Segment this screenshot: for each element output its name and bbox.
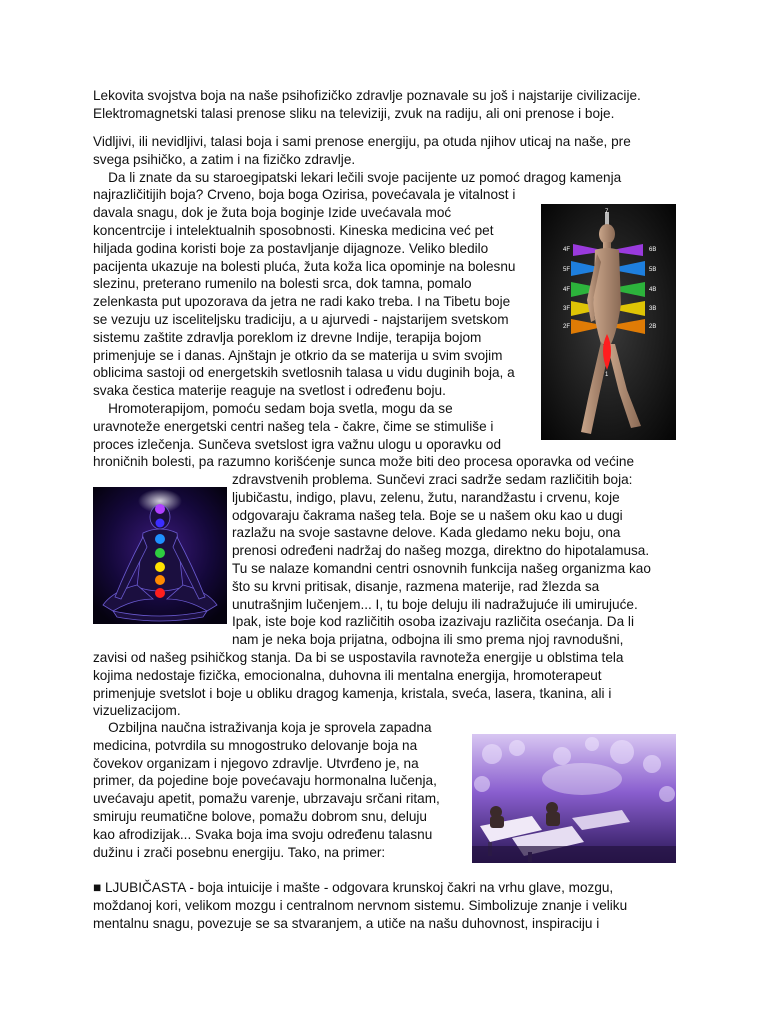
spa-room-svg xyxy=(472,734,676,863)
text-line: smiruju reumatične bolove, pomažu dobrom snu, deluju xyxy=(93,808,427,824)
text-line: Elektromagnetski talasi prenose sliku na televiziji, zvuk na radiju, ali oni prenose i boje. xyxy=(93,105,615,121)
text-line: oblicima sastoji od energetskih svetlosnih talasa u vidu duginih boja, a xyxy=(93,365,515,381)
text-line: svaka čestica materije reaguje na svetlost i određenu boju. xyxy=(93,383,446,399)
meditation-chakra-svg xyxy=(93,487,227,624)
text-line: unutrašnjim lučenjem... I, tu boje deluju ili nadražujuće ili umirujuće. xyxy=(232,596,638,612)
paragraph-sunlight xyxy=(232,471,682,649)
text-line: moždanoj kori, velikom mozgu i centralnom nervnom sistemu. Simbolizuje znanje i veliku xyxy=(93,897,628,913)
text-line: zdravstvenih problema. Sunčevi zraci sadrže sedam različitih boja: xyxy=(232,472,633,487)
label-bottom: 1 xyxy=(605,372,609,378)
label-right: 2B xyxy=(649,324,657,330)
paragraph-violet xyxy=(93,879,683,932)
text-line: uvećavaju apetit, pomažu varenje, ubrzavaju srčani ritam, xyxy=(93,791,440,807)
text-line: Da li znate da su staroegipatski lekari lečili svoje pacijente uz pomoć dragog kamenja xyxy=(93,169,622,185)
label-left: 5F xyxy=(563,267,571,273)
text-line: nam je neka boja prijatna, odbojna ili smo prema njoj ravnodušni, xyxy=(232,632,624,648)
walking-chakra-svg xyxy=(541,204,676,440)
text-line: uravnoteže energetski centri našeg tela - čakre, čime se stimuliše i xyxy=(93,418,494,434)
text-line: zelenkasta put upozorava da jetra ne radi kako treba. I na Tibetu boje xyxy=(93,294,511,310)
paragraph-balance xyxy=(93,649,683,720)
label-top: 7 xyxy=(605,209,609,215)
text-line: primer, da pojedine boje povećavaju hormonalna lučenja, xyxy=(93,773,437,789)
text-line: mentalnu snagu, povezuje se sa stvaranjem, a utiče na našu duhovnost, inspiraciju i xyxy=(93,915,600,931)
walking-chakra-image xyxy=(541,204,676,440)
text-line: pacijenta ukazuje na bolesti pluća, žuta koža lica opominje na bolesnu xyxy=(93,258,516,274)
label-left: 2F xyxy=(563,324,571,330)
meditation-chakra-image xyxy=(93,487,227,624)
label-right: 5B xyxy=(649,267,657,273)
text-line: Ozbiljna naučna istraživanja koja je sprovela zapadna xyxy=(93,720,432,735)
text-line: kao afrodizijak... Svaka boja ima svoju određenu talasnu xyxy=(93,826,433,842)
label-left: 4F xyxy=(563,287,571,293)
text-line: Vidljivi, ili nevidljivi, talasi boja i sami prenose energiju, pa otuda njihov uticaj na naše, pre xyxy=(93,134,631,149)
text-line: kojima nedostaje fizička, emocionalna, duhovna ili mentalna energija, hromoterapeut xyxy=(93,667,602,683)
text-line: Hromoterapijom, pomoću sedam boja svetla, mogu da se xyxy=(93,400,453,416)
text-line: koncentrcije i intelektualnih sposobnosti. Kineska medicina već pet xyxy=(93,222,494,238)
label-right: 4B xyxy=(649,287,657,293)
paragraph-research xyxy=(93,719,463,861)
text-line: zavisi od našeg psihičkog stanja. Da bi se uspostavila ravnoteža energije u oblstima tela xyxy=(93,650,624,665)
text-line: se vezuju uz isceliteljsku tradiciju, a u ajurvedi - najstarijem svetskom xyxy=(93,311,509,327)
text-line: proces izlečenja. Sunčeva svetslost igra važnu ulogu u oporavku od xyxy=(93,436,502,452)
text-line: svega psihičko, a zatim i na fizičko zdravlje. xyxy=(93,151,356,167)
text-line: ljubičastu, indigo, plavu, zelenu, žutu, narandžastu i crvenu, koje xyxy=(232,489,620,505)
text-line: dužinu i zrači posebnu energiju. Tako, na primer: xyxy=(93,844,386,860)
text-line: davala snagu, dok je žuta boja boginje Izide uvećavala moć xyxy=(93,205,452,221)
text-line: medicina, potvrdila su mnogostruko delovanje boja na xyxy=(93,737,418,753)
label-left: 3F xyxy=(563,306,571,312)
text-line: razlažu na svoje sastavne delove. Kada gledamo neku boju, ona xyxy=(232,525,621,541)
text-line: hiljada godina koristi boje za postavljanje dijagnoze. Veliko bledilo xyxy=(93,240,489,256)
text-line: Ipak, iste boje kod različitih osoba izazivaju različita osećanja. Da li xyxy=(232,614,634,630)
label-right: 6B xyxy=(649,247,657,253)
text-line: slezinu, preterano rumenilo na bolesti srca, dok tamna, pomalo xyxy=(93,276,472,292)
text-line: ■ LJUBIČASTA - boja intuicije i mašte - odgovara krunskoj čakri na vrhu glave, mozgu, xyxy=(93,880,614,895)
text-line: Lekovita svojstva boja na naše psihofizičko zdravlje poznavale su još i najstarije civilizacije. xyxy=(93,88,641,103)
text-line: primenjuje se i danas. Ajnštajn je otkrio da se materija u svim svojim xyxy=(93,347,503,363)
text-line: vizuelizacijom. xyxy=(93,703,181,719)
text-line: najrazličitijih boja? Crveno, boja boga Ozirisa, povećavala je vitalnost i xyxy=(93,187,516,203)
text-line: sistemu zaštite zdravlja poreklom iz drevne Indije, terapija bojom xyxy=(93,329,482,345)
spa-room-photo xyxy=(472,734,676,863)
text-line: primenjuje svetslot i boje u obliku dragog kamenja, kristala, sveća, lasera, tkanina, ali i xyxy=(93,685,612,701)
label-left: 4F xyxy=(563,247,571,253)
label-right: 3B xyxy=(649,306,657,312)
text-line: odgovaraju čakrama našeg tela. Boje se u našem oku kao u dugi xyxy=(232,507,623,523)
text-line: hroničnih bolesti, pa razumno korišćenje sunca može biti deo procesa oporavka od većine xyxy=(93,454,635,470)
text-line: čovekov organizam i njegovo zdravlje. Utvrđeno je, na xyxy=(93,755,419,771)
text-line: Tu se nalaze komandni centri osnovnih funkcija našeg organizma kao xyxy=(232,560,651,576)
text-line: prenosi određeni nadržaj do našeg mozga, direktno do hipotalamusa. xyxy=(232,543,650,559)
text-line: što su krvni pritisak, disanje, razmena materije, rad žlezda sa xyxy=(232,578,600,594)
paragraph-intro xyxy=(93,87,683,123)
